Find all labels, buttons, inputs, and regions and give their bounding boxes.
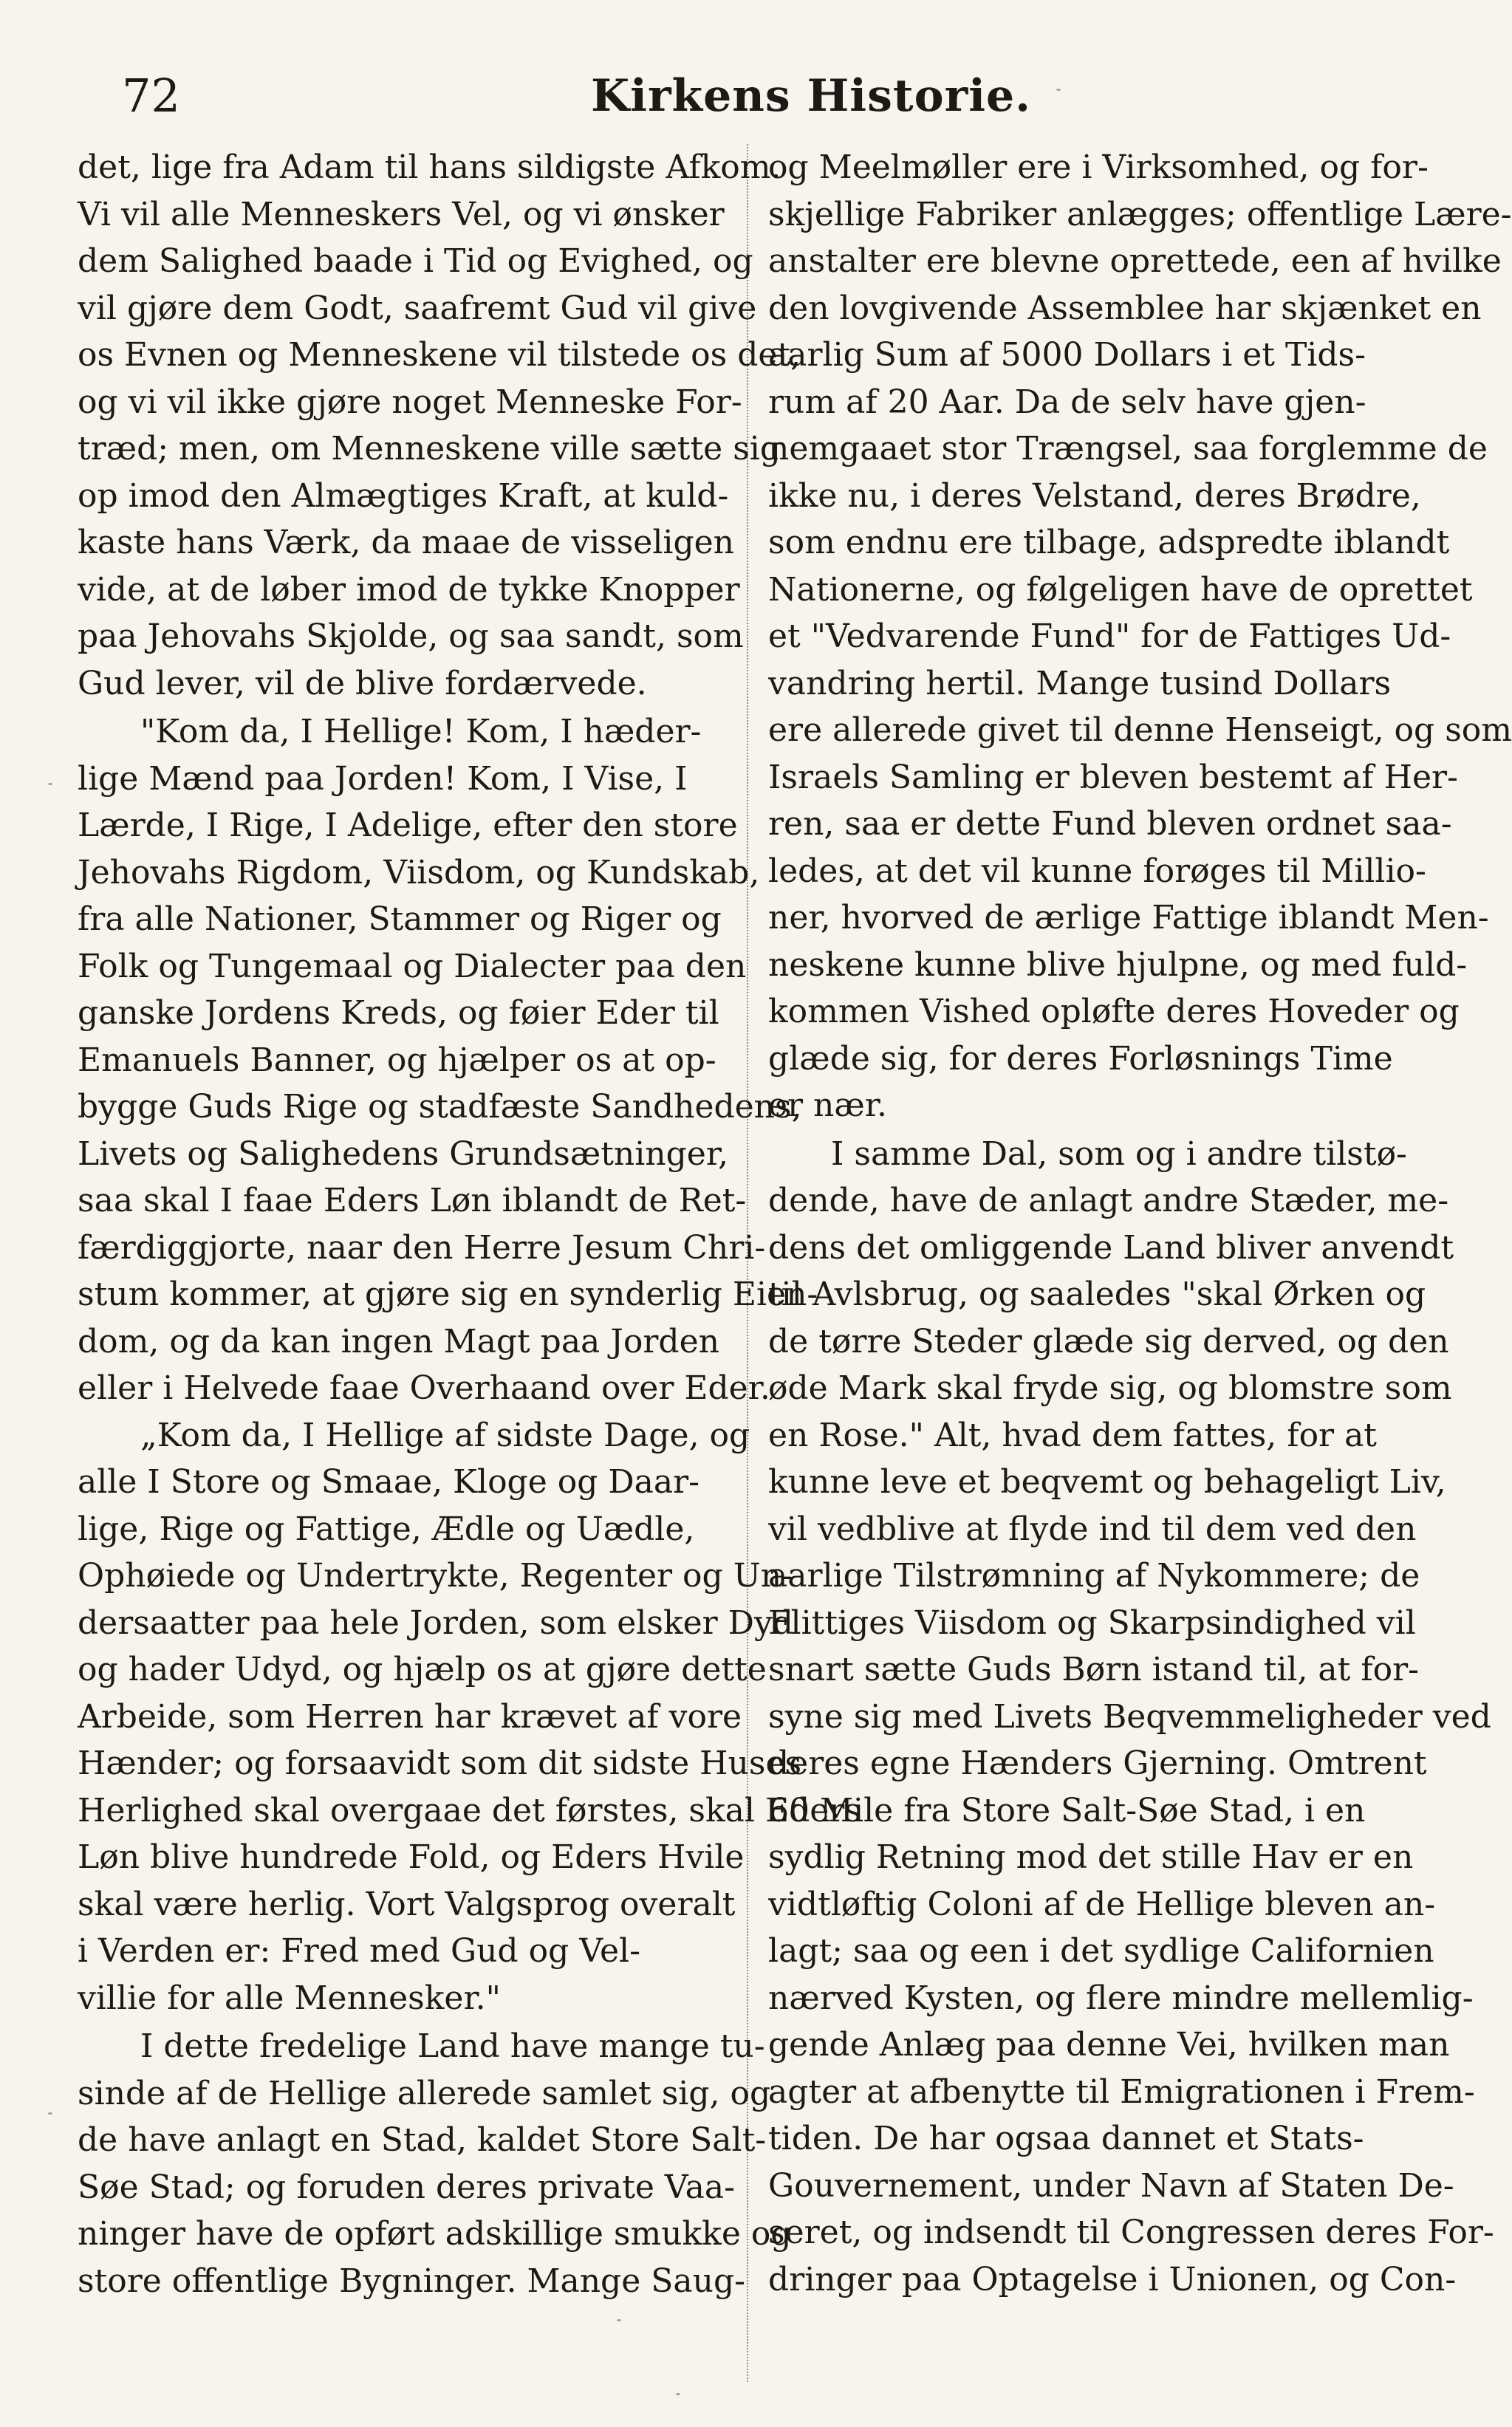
- left-line-12: Gud lever, vil de blive fordærvede.: [78, 664, 647, 702]
- left-line-38: skal være herlig. Vort Valgsprog overalt: [78, 1885, 736, 1923]
- right-line-2: skjellige Fabriker anlægges; offentlige Lære-: [768, 195, 1512, 233]
- right-line-45: seret, og indsendt til Congressen deres For-: [768, 2214, 1494, 2251]
- right-line-17: ner, hvorved de ærlige Fattige iblandt Men-: [768, 899, 1489, 937]
- right-line-36: 60 Mile fra Store Salt-Søe Stad, i en: [768, 1791, 1366, 1829]
- page-header: [111, 52, 1411, 133]
- right-line-10: Nationerne, og følgeligen have de oprettet: [768, 570, 1473, 609]
- left-line-1: det, lige fra Adam til hans sildigste Afkom.: [78, 148, 781, 186]
- left-line-14: lige Mænd paa Jorden! Kom, I Vise, I: [78, 759, 688, 798]
- running-title: Kirkens Historie.: [591, 70, 1032, 122]
- right-line-20: glæde sig, for deres Forløsnings Time: [768, 1039, 1393, 1078]
- right-line-11: et "Vedvarende Fund" for de Fattiges Ud-: [768, 617, 1451, 655]
- page-number: 72: [122, 69, 180, 123]
- right-line-28: en Rose." Alt, hvad dem fattes, for at: [768, 1416, 1377, 1454]
- left-line-4: vil gjøre dem Godt, saafremt Gud vil give: [78, 289, 757, 327]
- right-line-3: anstalter ere blevne oprettede, een af hvilke: [768, 242, 1502, 280]
- right-line-25: til Avlsbrug, og saaledes "skal Ørken og: [768, 1276, 1426, 1313]
- left-line-29: alle I Store og Smaae, Kloge og Daar-: [78, 1463, 700, 1501]
- right-line-7: nemgaaet stor Trængsel, saa forglemme de: [768, 430, 1488, 468]
- left-line-46: store offentlige Bygninger. Mange Saug-: [78, 2262, 745, 2300]
- right-line-37: sydlig Retning mod det stille Hav er en: [768, 1838, 1414, 1876]
- left-line-31: Ophøiede og Undertrykte, Regenter og Un-: [78, 1557, 793, 1595]
- right-line-43: tiden. De har ogsaa dannet et Stats-: [768, 2120, 1364, 2157]
- right-line-35: deres egne Hænders Gjerning. Omtrent: [768, 1745, 1427, 1782]
- left-line-24: færdiggjorte, naar den Herre Jesum Chri-: [78, 1228, 766, 1267]
- left-line-22: Livets og Salighedens Grundsætninger,: [78, 1134, 729, 1173]
- right-line-40: nærved Kysten, og flere mindre mellemlig-: [768, 1979, 1474, 2017]
- right-line-13: ere allerede givet til denne Henseigt, og som: [768, 711, 1512, 749]
- right-line-32: Flittiges Viisdom og Skarpsindighed vil: [768, 1603, 1416, 1642]
- paper-speck: [48, 2112, 52, 2115]
- left-line-7: træd; men, om Menneskene ville sætte sig: [78, 430, 781, 468]
- right-line-21: er nær.: [768, 1086, 887, 1124]
- right-line-30: vil vedblive at flyde ind til dem ved den: [768, 1510, 1417, 1548]
- right-line-15: ren, saa er dette Fund bleven ordnet saa-: [768, 805, 1452, 843]
- right-line-33: snart sætte Guds Børn istand til, at for-: [768, 1651, 1420, 1688]
- right-line-8: ikke nu, i deres Velstand, deres Brødre,: [768, 476, 1421, 515]
- left-line-35: Hænder; og forsaavidt som dit sidste Huses: [78, 1745, 802, 1782]
- left-line-39: i Verden er: Fred med Gud og Vel-: [78, 1932, 640, 1970]
- right-line-14: Israels Samling er bleven bestemt af Her-: [768, 758, 1458, 796]
- right-line-27: øde Mark skal fryde sig, og blomstre som: [768, 1369, 1452, 1407]
- left-line-41: I dette fredelige Land have mange tu-: [140, 2027, 765, 2065]
- left-line-19: ganske Jordens Kreds, og føier Eder til: [78, 994, 719, 1032]
- left-line-27: eller i Helvede faae Overhaand over Eder.: [78, 1369, 770, 1407]
- right-line-31: aarlige Tilstrømning af Nykommere; de: [768, 1557, 1420, 1595]
- paper-speck: [48, 783, 52, 785]
- left-line-5: os Evnen og Menneskene vil tilstede os det,: [78, 336, 801, 374]
- left-line-18: Folk og Tungemaal og Dialecter paa den: [78, 947, 747, 985]
- left-line-3: dem Salighed baade i Tid og Evighed, og: [78, 242, 753, 280]
- left-line-40: villie for alle Mennesker.": [78, 1979, 501, 2017]
- left-line-30: lige, Rige og Fattige, Ædle og Uædle,: [78, 1510, 695, 1548]
- right-line-12: vandring hertil. Mange tusind Dollars: [768, 664, 1392, 702]
- left-line-33: og hader Udyd, og hjælp os at gjøre dette: [78, 1651, 767, 1688]
- left-line-26: dom, og da kan ingen Magt paa Jorden: [78, 1322, 719, 1360]
- left-line-42: sinde af de Hellige allerede samlet sig, og: [78, 2074, 771, 2112]
- right-line-23: dende, have de anlagt andre Stæder, me-: [768, 1182, 1449, 1219]
- right-line-34: syne sig med Livets Beqvemmeligheder ved: [768, 1697, 1491, 1736]
- right-line-19: kommen Vished opløfte deres Hoveder og: [768, 993, 1460, 1030]
- right-line-16: ledes, at det vil kunne forøges til Millio-: [768, 852, 1426, 890]
- right-line-44: Gouvernement, under Navn af Staten De-: [768, 2166, 1454, 2205]
- right-line-26: de tørre Steder glæde sig derved, og den: [768, 1322, 1449, 1360]
- left-line-11: paa Jehovahs Skjolde, og saa sandt, som: [78, 617, 744, 655]
- left-line-8: op imod den Almægtiges Kraft, at kuld-: [78, 476, 729, 515]
- left-line-44: Søe Stad; og foruden deres private Vaa-: [78, 2168, 735, 2206]
- left-line-2: Vi vil alle Menneskers Vel, og vi ønsker: [78, 195, 725, 233]
- right-line-29: kunne leve et beqvemt og behageligt Liv,: [768, 1463, 1446, 1501]
- right-line-42: agter at afbenytte til Emigrationen i Frem-: [768, 2072, 1475, 2111]
- right-column: [768, 144, 1512, 2303]
- left-line-15: Lærde, I Rige, I Adelige, efter den store: [78, 807, 738, 844]
- left-line-45: ninger have de opført adskillige smukke og: [78, 2215, 792, 2253]
- left-line-6: og vi vil ikke gjøre noget Menneske For-: [78, 383, 742, 421]
- right-line-4: den lovgivende Assemblee har skjænket en: [768, 289, 1482, 327]
- left-line-32: dersaatter paa hele Jorden, som elsker Dyd: [78, 1603, 793, 1642]
- left-line-16: Jehovahs Rigdom, Viisdom, og Kundskab,: [78, 853, 760, 891]
- left-line-20: Emanuels Banner, og hjælper os at op-: [78, 1041, 716, 1079]
- left-line-28: „Kom da, I Hellige af sidste Dage, og: [140, 1416, 750, 1454]
- right-line-24: dens det omliggende Land bliver anvendt: [768, 1228, 1454, 1267]
- right-line-41: gende Anlæg paa denne Vei, hvilken man: [768, 2026, 1450, 2064]
- right-line-6: rum af 20 Aar. Da de selv have gjen-: [768, 383, 1366, 421]
- left-line-9: kaste hans Værk, da maae de visseligen: [78, 524, 735, 561]
- left-line-37: Løn blive hundrede Fold, og Eders Hvile: [78, 1838, 745, 1876]
- left-line-34: Arbeide, som Herren har krævet af vore: [78, 1697, 742, 1736]
- right-line-39: lagt; saa og een i det sydlige Californien: [768, 1932, 1434, 1970]
- left-line-13: "Kom da, I Hellige! Kom, I hæder-: [140, 713, 702, 750]
- left-line-17: fra alle Nationer, Stammer og Riger og: [78, 900, 722, 938]
- left-line-36: Herlighed skal overgaae det førstes, skal Eders: [78, 1791, 861, 1829]
- left-line-23: saa skal I faae Eders Løn iblandt de Ret-: [78, 1182, 747, 1219]
- paper-speck: [1056, 89, 1061, 91]
- paper-speck: [617, 2319, 621, 2321]
- left-line-25: stum kommer, at gjøre sig en synderlig Eien-: [78, 1276, 818, 1313]
- right-line-38: vidtløftig Coloni af de Hellige bleven an-: [768, 1885, 1436, 1923]
- paper-speck: [676, 2393, 680, 2395]
- right-line-9: som endnu ere tilbage, adspredte iblandt: [768, 524, 1450, 561]
- left-line-43: de have anlagt en Stad, kaldet Store Salt-: [78, 2121, 767, 2159]
- right-line-22: I samme Dal, som og i andre tilstø-: [831, 1134, 1407, 1173]
- right-line-46: dringer paa Optagelse i Unionen, og Con-: [768, 2260, 1457, 2298]
- right-line-5: aarlig Sum af 5000 Dollars i et Tids-: [768, 336, 1366, 374]
- right-line-1: og Meelmøller ere i Virksomhed, og for-: [768, 148, 1429, 186]
- right-line-18: neskene kunne blive hjulpne, og med fuld-: [768, 945, 1468, 984]
- left-line-21: bygge Guds Rige og stadfæste Sandhedens,: [78, 1088, 802, 1126]
- left-line-10: vide, at de løber imod de tykke Knopper: [78, 570, 740, 609]
